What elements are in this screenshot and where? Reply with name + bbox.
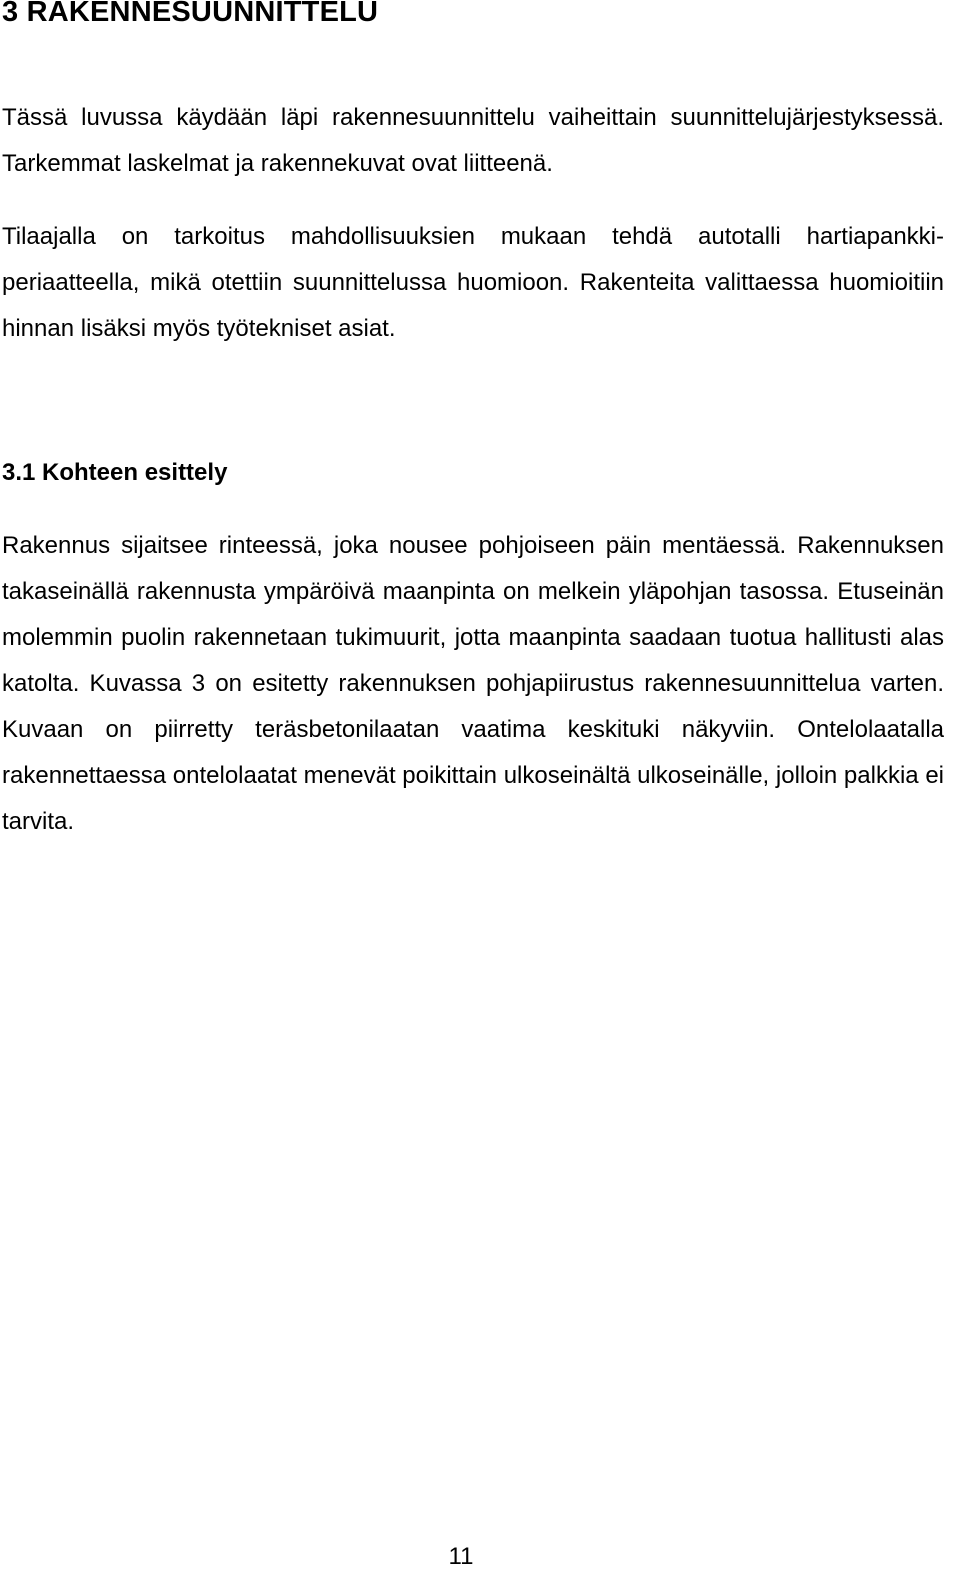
page-number: 11 [448, 1543, 474, 1570]
chapter-title: 3 RAKENNESUUNNITTELU [2, 0, 379, 28]
intro-paragraph-2: Tilaajalla on tarkoitus mahdollisuuksien mukaan tehdä autotalli hartiapankki-periaatteella, mikä otettiin suunnittelussa huomioon. Rakenteita valittaessa huomioitiin hinnan lisäksi myös työtekniset asiat. [2, 223, 944, 342]
section-paragraph: Rakennus sijaitsee rinteessä, joka nousee pohjoiseen päin mentäessä. Rakennuksen takaseinällä rakennusta ympäröivä maanpinta on melkein yläpohjan tasossa. Etuseinän molemmin puolin rakennetaan tukimuurit, jotta maanpinta saadaan tuotua hallitusti alas katolta. Kuvassa 3 on esitetty rakennuksen pohjapiirustus rakennesuunnittelua varten. Kuvaan on piirretty teräsbetonilaatan vaatima keskituki näkyviin. Ontelolaatalla rakennettaessa ontelolaatat menevät poikittain ulkoseinältä ulkoseinälle, jolloin palkkia ei tarvita. [2, 532, 944, 835]
section-title: 3.1 Kohteen esittely [2, 459, 228, 486]
intro-paragraph-1: Tässä luvussa käydään läpi rakennesuunnittelu vaiheittain suunnittelujärjestyksessä. Tarkemmat laskelmat ja rakennekuvat ovat liitteenä. [2, 104, 944, 177]
